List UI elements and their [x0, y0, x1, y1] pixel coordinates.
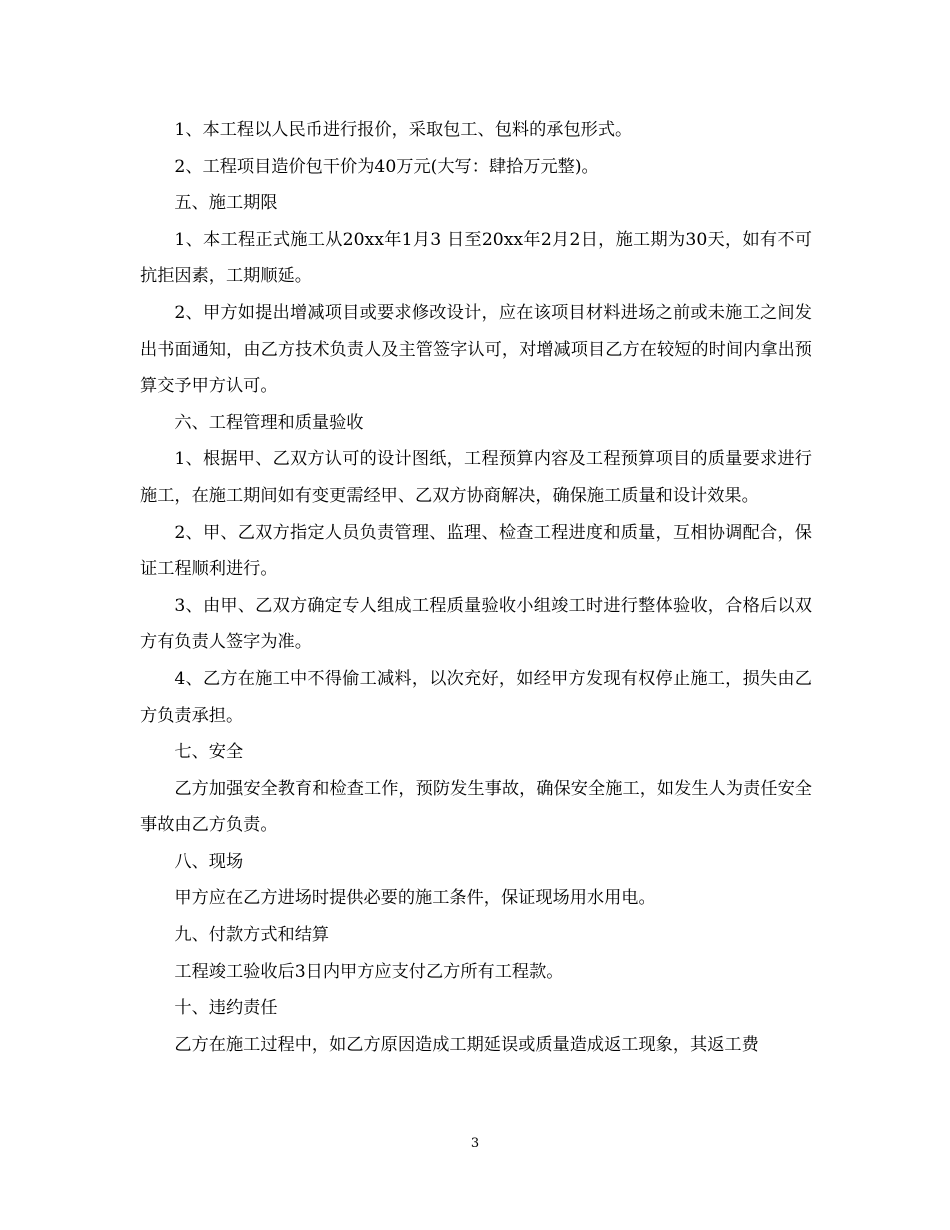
paragraph-acceptance-team: 3、由甲、乙双方确定专人组成工程质量验收小组竣工时进行整体验收，合格后以双方有负责人签字为准。	[140, 595, 812, 653]
paragraph-safety: 乙方加强安全教育和检查工作，预防发生事故，确保安全施工，如发生人为责任安全事故由乙方负责。	[140, 778, 812, 836]
paragraph-no-shortcuts: 4、乙方在施工中不得偷工减料，以次充好，如经甲方发现有权停止施工，损失由乙方负责承担。	[140, 668, 812, 726]
heading-site: 八、现场	[174, 851, 244, 872]
paragraph-breach: 乙方在施工过程中，如乙方原因造成工期延误或质量造成返工现象，其返工费	[174, 1034, 759, 1055]
heading-construction-period: 五、施工期限	[174, 193, 278, 214]
page-number: 3	[470, 1136, 480, 1151]
heading-safety: 七、安全	[174, 742, 244, 763]
document-body	[140, 112, 812, 1063]
paragraph-pricing-method: 1、本工程以人民币进行报价，采取包工、包料的承包形式。	[174, 120, 633, 140]
heading-breach: 十、违约责任	[174, 998, 278, 1019]
paragraph-construction-dates: 1、本工程正式施工从20xx年1月3 日至20xx年2月2日，施工期为30天，如有不可抗拒因素，工期顺延。	[140, 229, 812, 287]
heading-payment: 九、付款方式和结算	[174, 925, 330, 946]
paragraph-project-price: 2、工程项目造价包干价为40万元(大写：肆拾万元整)。	[174, 156, 599, 177]
paragraph-design-drawings: 1、根据甲、乙双方认可的设计图纸，工程预算内容及工程预算项目的质量要求进行施工，在施工期间如有变更需经甲、乙双方协商解决，确保施工质量和设计效果。	[140, 449, 812, 506]
heading-management-acceptance: 六、工程管理和质量验收	[174, 412, 364, 433]
paragraph-design-changes: 2、甲方如提出增减项目或要求修改设计，应在该项目材料进场之前或未施工之间发出书面通知，由乙方技术负责人及主管签字认可，对增减项目乙方在较短的时间内拿出预算交予甲方认可。	[140, 302, 812, 397]
paragraph-site: 甲方应在乙方进场时提供必要的施工条件，保证现场用水用电。	[174, 888, 656, 909]
paragraph-supervision: 2、甲、乙双方指定人员负责管理、监理、检查工程进度和质量，互相协调配合，保证工程顺利进行。	[140, 522, 812, 580]
paragraph-payment: 工程竣工验收后3日内甲方应支付乙方所有工程款。	[174, 961, 564, 982]
